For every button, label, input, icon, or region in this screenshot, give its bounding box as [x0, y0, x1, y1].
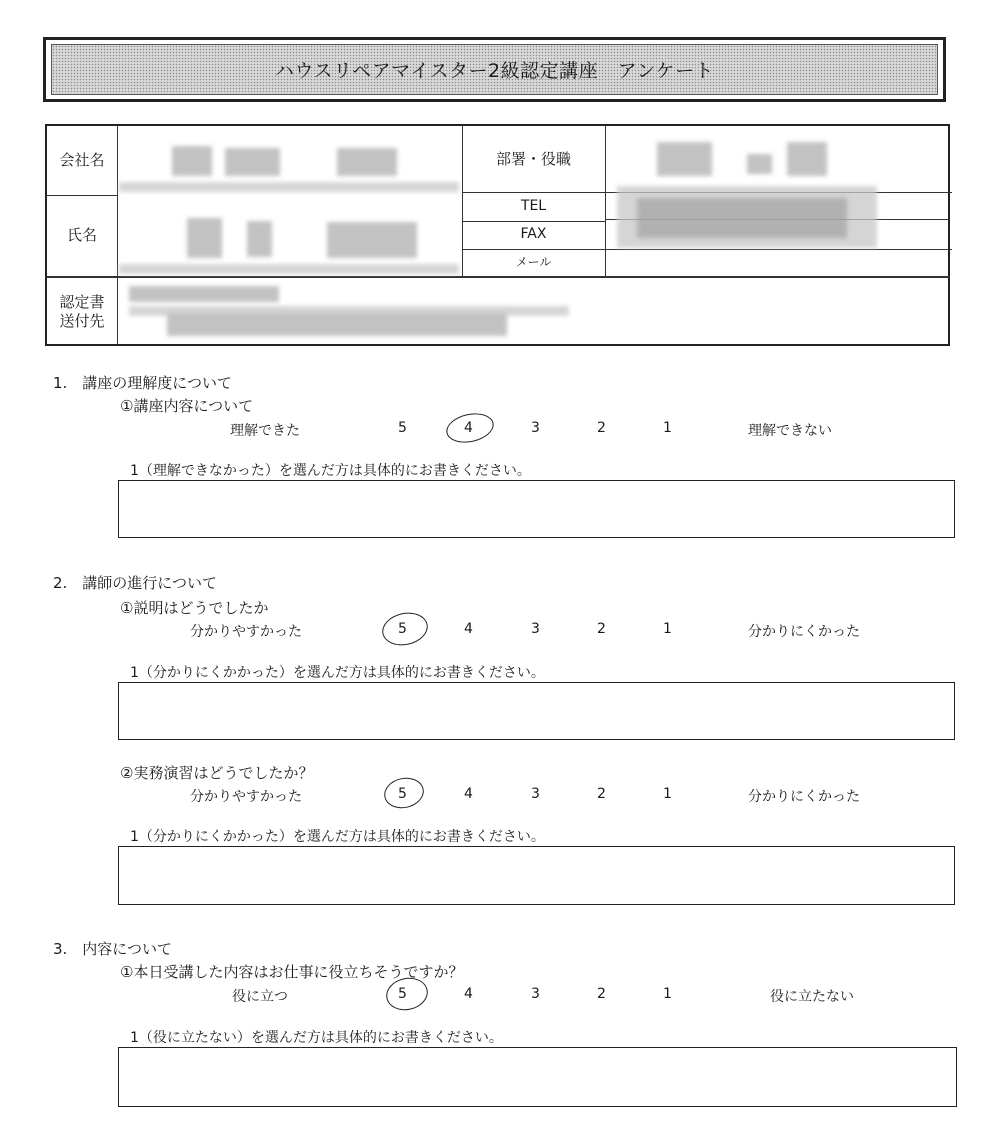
rating-option-5[interactable]: 5: [398, 420, 407, 436]
question-2-1-note: 1（分かりにくかかった）を選んだ方は具体的にお書きください。: [130, 665, 545, 681]
rating-option-3[interactable]: 3: [531, 986, 540, 1002]
question-1-1-right-label: 理解できない: [748, 423, 832, 439]
dept-label: 部署・役職: [495, 149, 571, 168]
company-label: 会社名: [59, 151, 105, 170]
tel-label: TEL: [520, 197, 547, 214]
question-2-1-left-label: 分かりやすかった: [190, 624, 302, 640]
redacted-name-value: [187, 218, 222, 258]
rating-option-2[interactable]: 2: [597, 420, 606, 436]
middle-column-divider-right: [605, 126, 606, 276]
question-2-2-title: ②実務演習はどうでしたか？: [120, 764, 314, 782]
redacted-company-value: [337, 148, 397, 176]
question-2-2-left-label: 分かりやすかった: [190, 789, 302, 805]
selected-rating-circle: [444, 409, 497, 446]
rating-option-5[interactable]: 5: [398, 786, 407, 802]
rating-option-1[interactable]: 1: [663, 986, 672, 1002]
question-3-1-note: 1（役に立たない）を選んだ方は具体的にお書きください。: [130, 1030, 503, 1046]
question-2-1-right-label: 分かりにくかった: [748, 624, 860, 640]
section-2-heading: 2. 講師の進行について: [53, 574, 218, 592]
question-3-1-comment-box[interactable]: [118, 1047, 957, 1107]
question-2-2-note: 1（分かりにくかかった）を選んだ方は具体的にお書きください。: [130, 829, 545, 845]
question-1-1-note: 1（理解できなかった）を選んだ方は具体的にお書きください。: [130, 463, 531, 479]
rating-option-4[interactable]: 4: [464, 986, 473, 1002]
redacted-name-value: [119, 264, 459, 274]
rating-option-5[interactable]: 5: [398, 986, 407, 1002]
section-1-heading: 1. 講座の理解度について: [53, 374, 233, 392]
rating-option-4[interactable]: 4: [464, 621, 473, 637]
section-3-heading: 3. 内容について: [53, 940, 173, 958]
redacted-contact-value: [637, 198, 847, 238]
rating-option-1[interactable]: 1: [663, 621, 672, 637]
question-3-1-title: ①本日受講した内容はお仕事に役立ちそうですか？: [120, 963, 464, 981]
question-3-1-left-label: 役に立つ: [232, 989, 288, 1005]
redacted-dept-value: [747, 154, 772, 174]
redacted-company-value: [225, 148, 280, 176]
label-column-divider: [117, 126, 118, 346]
question-2-1-title: ①説明はどうでしたか: [120, 599, 269, 617]
rating-option-3[interactable]: 3: [531, 420, 540, 436]
form-title: ハウスリペアマイスター2級認定講座 アンケート: [51, 44, 938, 95]
name-label: 氏名: [66, 226, 97, 245]
rating-option-2[interactable]: 2: [597, 986, 606, 1002]
fax-label: FAX: [520, 226, 547, 243]
rating-option-2[interactable]: 2: [597, 786, 606, 802]
question-2-1-comment-box[interactable]: [118, 682, 955, 740]
redacted-name-value: [327, 222, 417, 258]
question-3-1-right-label: 役に立たない: [770, 989, 854, 1005]
title-frame: [43, 37, 946, 102]
applicant-info-table: [45, 124, 950, 346]
redacted-certificate-address: [129, 286, 279, 302]
redacted-certificate-address: [129, 306, 569, 316]
redacted-dept-value: [657, 142, 712, 176]
question-1-1-left-label: 理解できた: [230, 423, 300, 439]
mail-label: メール: [515, 255, 552, 269]
rating-option-5[interactable]: 5: [398, 621, 407, 637]
rating-option-3[interactable]: 3: [531, 786, 540, 802]
rating-option-1[interactable]: 1: [663, 420, 672, 436]
redacted-name-value: [247, 221, 272, 257]
rating-option-1[interactable]: 1: [663, 786, 672, 802]
certificate-address-label: 認定書 送付先: [59, 293, 105, 330]
row-divider-main: [47, 276, 950, 278]
rating-option-4[interactable]: 4: [464, 420, 473, 436]
question-1-1-comment-box[interactable]: [118, 480, 955, 538]
redacted-company-value: [119, 182, 459, 192]
redacted-company-value: [172, 146, 212, 176]
question-1-1-title: ①講座内容について: [120, 397, 254, 415]
rating-option-3[interactable]: 3: [531, 621, 540, 637]
redacted-dept-value: [787, 142, 827, 176]
rating-option-2[interactable]: 2: [597, 621, 606, 637]
rating-option-4[interactable]: 4: [464, 786, 473, 802]
question-2-2-comment-box[interactable]: [118, 846, 955, 905]
selected-rating-circle: [381, 774, 426, 812]
question-2-2-right-label: 分かりにくかった: [748, 789, 860, 805]
selected-rating-circle: [379, 609, 431, 650]
